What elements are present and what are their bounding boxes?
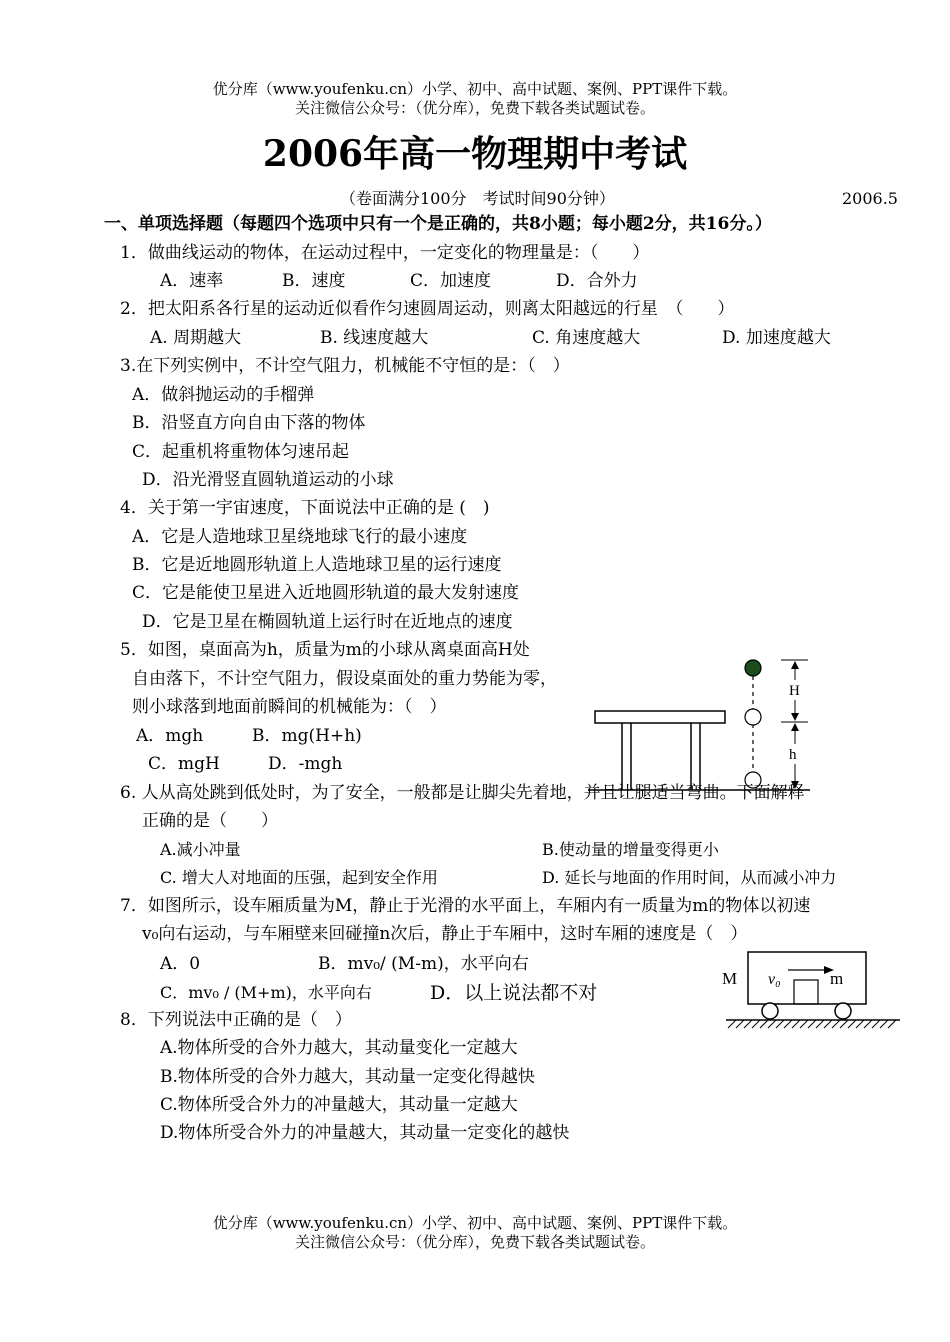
q8-stem: 8．下列说法中正确的是（ ） [120, 1010, 352, 1030]
label-m: m [830, 969, 844, 988]
q7-option-c: C．mv₀ / (M+m)，水平向右 [160, 983, 372, 1002]
exam-date: 2006.5 [842, 189, 898, 208]
q5-stem-line-1: 5．如图，桌面高为h，质量为m的小球从离桌面高H处 [120, 640, 530, 660]
q4-option-d: D．它是卫星在椭圆轨道上运行时在近地点的速度 [142, 612, 513, 632]
q7-option-a: A．0 [160, 954, 201, 974]
q1-option-b: B．速度 [282, 271, 346, 291]
footer-line-1: 优分库（www.youfenku.cn）小学、初中、高中试题、案例、PPT课件下载。 [212, 1214, 738, 1232]
q5-stem-line-3: 则小球落到地面前瞬间的机械能为：（ ） [132, 697, 447, 717]
q5-figure [588, 650, 820, 798]
header-line-1: 优分库（www.youfenku.cn）小学、初中、高中试题、案例、PPT课件下载。 [212, 80, 738, 98]
q3-stem: 3.在下列实例中，不计空气阻力，机械能不守恒的是：（ ） [120, 356, 570, 376]
q2-option-c: C. 角速度越大 [532, 328, 641, 348]
label-v0: v₀ [768, 971, 781, 988]
q8-option-b: B.物体所受的合外力越大，其动量一定变化得越快 [160, 1067, 535, 1087]
carriage-body [748, 952, 866, 1004]
label-M: M [722, 969, 738, 988]
q2-option-b: B. 线速度越大 [320, 328, 429, 348]
q1-stem: 1．做曲线运动的物体，在运动过程中，一定变化的物理量是：（ ） [120, 243, 650, 263]
q6-option-b: B.使动量的增量变得更小 [542, 840, 719, 859]
q6-stem-line-2: 正确的是（ ） [142, 811, 278, 831]
q6-option-d: D. 延长与地面的作用时间，从而减小冲力 [542, 868, 837, 887]
q4-option-c: C．它是能使卫星进入近地圆形轨道的最大发射速度 [132, 583, 520, 603]
q5-option-a: A．mgh [136, 726, 204, 746]
exam-title: 2006年高一物理期中考试 [262, 133, 688, 175]
header-line-2: 关注微信公众号：（优分库），免费下载各类试题试卷。 [294, 99, 655, 117]
q8-option-a: A.物体所受的合外力越大，其动量变化一定越大 [160, 1038, 518, 1058]
q8-option-c: C.物体所受合外力的冲量越大，其动量一定越大 [160, 1095, 518, 1115]
q3-option-d: D．沿光滑竖直圆轨道运动的小球 [142, 470, 394, 490]
q2-option-a: A. 周期越大 [150, 328, 242, 348]
q7-figure [718, 948, 902, 1034]
q1-option-d: D．合外力 [556, 271, 638, 291]
label-H: H [789, 683, 800, 699]
q7-stem-line-2: v₀向右运动，与车厢壁来回碰撞n次后，静止于车厢中，这时车厢的速度是（ ） [142, 924, 748, 944]
q6-option-a: A.减小冲量 [160, 840, 241, 859]
ball-table-level-icon [745, 709, 761, 725]
exam-subtitle: （卷面满分100分 考试时间90分钟） [340, 189, 615, 208]
q1-option-c: C．加速度 [410, 271, 492, 291]
small-block [794, 980, 818, 1004]
q5-option-c: C．mgH [148, 754, 220, 774]
ball-start-icon [745, 660, 761, 676]
q2-stem: 2．把太阳系各行星的运动近似看作匀速圆周运动，则离太阳越远的行星 （ ） [120, 299, 735, 319]
wheel-left-icon [762, 1003, 778, 1019]
label-h: h [789, 747, 797, 763]
q8-option-d: D.物体所受合外力的冲量越大，其动量一定变化的越快 [160, 1123, 570, 1143]
footer-line-2: 关注微信公众号：（优分库），免费下载各类试题试卷。 [294, 1233, 655, 1251]
q3-option-b: B．沿竖直方向自由下落的物体 [132, 413, 366, 433]
q5-option-d: D．-mgh [268, 754, 343, 774]
q6-stem-line-1: 6. 人从高处跳到低处时，为了安全，一般都是让脚尖先着地，并且让腿适当弯曲。下面解释 [120, 783, 805, 803]
section-1-heading: 一、单项选择题（每题四个选项中只有一个是正确的，共8小题；每小题2分，共16分。） [104, 214, 772, 234]
q7-option-b: B．mv₀/ (M-m)，水平向右 [318, 954, 529, 974]
wheel-right-icon [835, 1003, 851, 1019]
q5-stem-line-2: 自由落下，不计空气阻力，假设桌面处的重力势能为零， [132, 669, 557, 689]
q4-option-b: B．它是近地圆形轨道上人造地球卫星的运行速度 [132, 555, 502, 575]
q4-stem: 4．关于第一宇宙速度，下面说法中正确的是 ( ) [120, 498, 490, 518]
q7-option-d: D．以上说法都不对 [430, 982, 598, 1004]
q6-option-c: C. 增大人对地面的压强，起到安全作用 [160, 868, 438, 887]
table-top [595, 711, 725, 723]
q1-option-a: A．速率 [160, 271, 224, 291]
q2-option-d: D. 加速度越大 [722, 328, 831, 348]
q7-stem-line-1: 7．如图所示，设车厢质量为M，静止于光滑的水平面上，车厢内有一质量为m的物体以初速 [120, 896, 811, 916]
q3-option-a: A．做斜抛运动的手榴弹 [132, 385, 315, 405]
q4-option-a: A．它是人造地球卫星绕地球飞行的最小速度 [132, 527, 468, 547]
q3-option-c: C．起重机将重物体匀速吊起 [132, 442, 350, 462]
q5-option-b: B．mg(H+h) [252, 726, 362, 746]
